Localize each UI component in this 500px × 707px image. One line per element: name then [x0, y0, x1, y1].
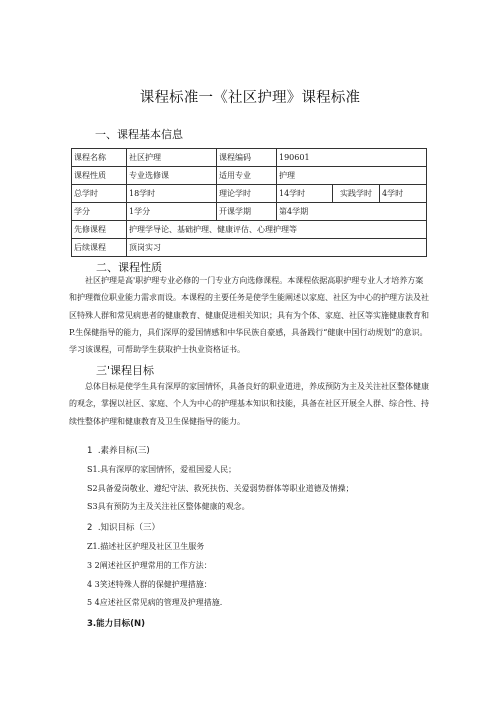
table-cell: 学分 [72, 203, 127, 221]
section-heading-basic-info: 一、课程基本信息 [95, 128, 183, 141]
table-cell: 后续课程 [72, 239, 127, 257]
subheading-ability-goals: 3.能力目标(N) [87, 619, 146, 629]
list-item: 3 2阐述社区护理常用的工作方法： [87, 561, 212, 570]
table-cell: 开课学期 [217, 203, 277, 221]
section-heading-nature: 二、课程性质 [96, 261, 162, 274]
subheading-knowledge-goals: 2 .知识目标（三） [87, 523, 161, 533]
table-row [72, 185, 427, 203]
table-cell: 护理 [277, 167, 427, 185]
table-row [72, 239, 427, 257]
list-item: S3具有预防为主及关注社区整体健康的观念。 [87, 502, 250, 511]
document-title: 课程标准一《社区护理》课程标准 [139, 90, 361, 106]
table-cell: 专业选修课 [127, 167, 217, 185]
table-cell: 课程名称 [72, 149, 127, 167]
table-cell: 先修课程 [72, 221, 127, 239]
subheading-literacy-goals: 1 .素养目标(三) [87, 446, 150, 456]
paragraph-line: P.生保健指导的能力，具们深厚的爱国情感和中华民族自豪感，具备践行“健康中国行动规划”的意识。 [69, 327, 428, 337]
table-cell: 社区护理 [127, 149, 217, 167]
overall-goal-paragraph [69, 378, 435, 430]
paragraph-line: 区特殊人群和常见病患者的健康教育、健康促进相关知识；具有为个体、家庭、社区等实施健康教育和 [69, 310, 429, 320]
course-info-table [71, 148, 427, 257]
table-cell: 课程性质 [72, 167, 127, 185]
list-item: 4 3笑述特殊人群的保健护理措施： [87, 580, 212, 589]
list-item: Z1.描述社区护理及社区卫生服务 [87, 542, 205, 551]
table-cell: 护理学导论、基础护理、健康评估、心理护理等 [127, 221, 427, 239]
paragraph-line: 和护理微位职业能力需求而设。本课程的主要任务是使学生能阐述以家庭、社区为中心的护理方法及社 [69, 293, 429, 303]
table-row [72, 167, 427, 185]
list-item: S1.具有深厚的家国情怀，爱祖国爱人民； [87, 465, 237, 474]
table-row [72, 149, 427, 167]
course-nature-paragraph [69, 272, 435, 358]
table-cell: 190601 [277, 149, 427, 167]
list-item: 5 4应述社区常见病的管理及护理措施. [87, 598, 223, 607]
paragraph-line: 学习该课程，可帮助学生获取护士执业资格证书。 [69, 345, 245, 355]
table-cell: 第4学期 [277, 203, 427, 221]
table-cell: 顶岗实习 [127, 239, 427, 257]
paragraph-line: 的观念，掌握以社区、家庭、个人为中心的护理基本知识和技能，具备在社区开展全人群、综合性、持 [69, 399, 429, 409]
table-row [72, 203, 427, 221]
table-cell: 课程编码 [217, 149, 277, 167]
table-cell: 适用专业 [217, 167, 277, 185]
table-cell: 理论学时 [217, 185, 277, 203]
table-row [72, 221, 427, 239]
paragraph-line: 续性整体护理和健康教育及卫生保健指导的能力。 [69, 416, 245, 426]
table-cell: 实践学时 [333, 185, 380, 203]
table-cell: 总学时 [72, 185, 127, 203]
table-cell: 4学时 [380, 185, 427, 203]
section-heading-goals: 三'课程目标 [96, 364, 155, 377]
paragraph-line: 总体目标是使学生具有深厚的家国情怀，具备良好的职业道进，养成预防为主及关注社区整体健康 [85, 382, 429, 391]
table-cell: 18学时 [127, 185, 217, 203]
list-item: S2具备爱岗敬业、遵纪守法、救死扶伤、关爱弱势群体等职业道德及情操； [87, 484, 354, 493]
table-cell: 14学时 [277, 185, 333, 203]
table-cell: 1学分 [127, 203, 217, 221]
paragraph-line: 社区护理是高'职护理专业必修的一门专业方向选修课程。本课程依据高职护理专业人才培养方案 [85, 276, 424, 285]
